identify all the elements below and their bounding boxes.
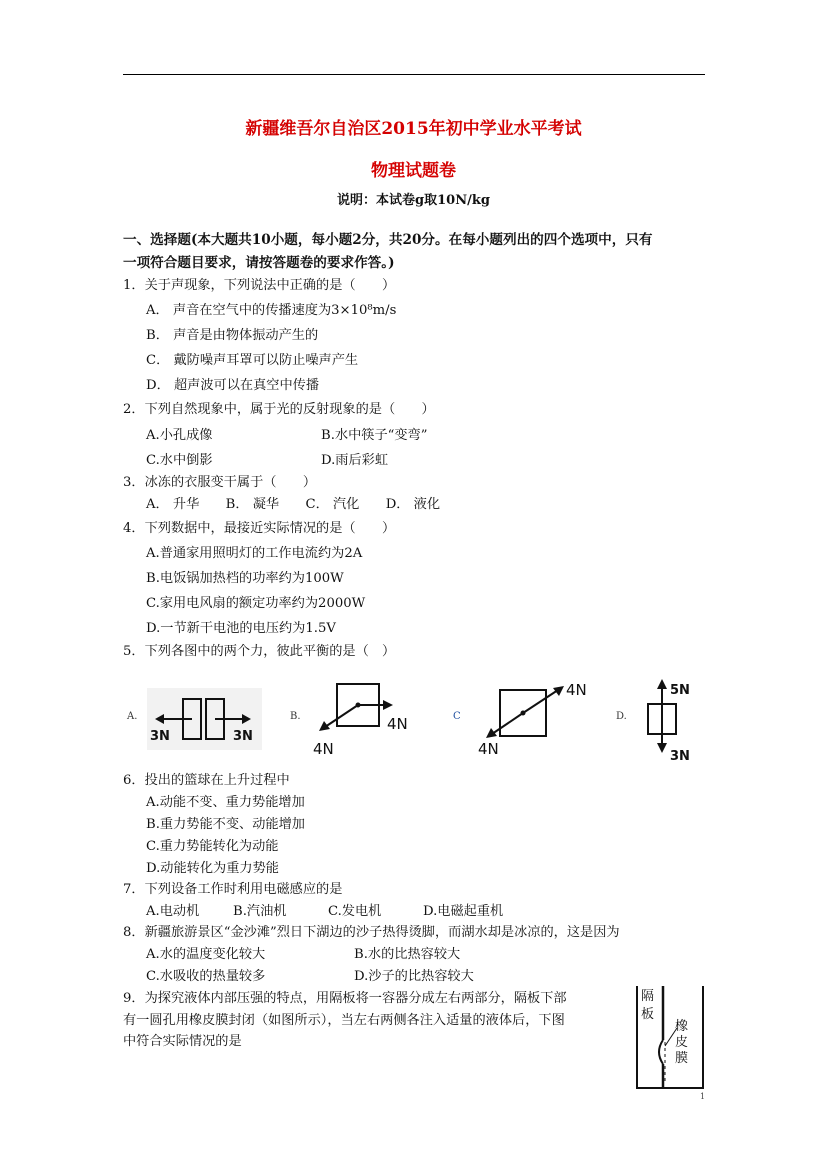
q5-fig-c-label: C — [453, 711, 461, 722]
q9-container-figure — [633, 984, 709, 1092]
q5-d-top-force: 5N — [670, 683, 690, 698]
q6-option-b: B.重力势能不变、动能增加 — [146, 817, 305, 832]
q8-option-a: A.水的温度变化较大 — [146, 947, 266, 962]
q6-option-a: A.动能不变、重力势能增加 — [146, 795, 305, 810]
q3-options: A． 升华 B． 凝华 C． 汽化 D． 液化 — [146, 497, 441, 512]
q1-option-b: B． 声音是由物体振动产生的 — [146, 328, 319, 343]
q5-fig-b-label: B. — [290, 711, 301, 722]
question-9-line2: 有一圆孔用橡皮膜封闭（如图所示），当左右两侧各注入适量的液体后，下图 — [123, 1013, 565, 1028]
q9-partition-label-1: 隔 — [641, 989, 655, 1004]
q7-option-b: B.汽油机 — [233, 904, 287, 919]
exam-note: 说明：本试卷g取10N/kg — [337, 193, 490, 208]
q7-option-a: A.电动机 — [146, 904, 200, 919]
q5-figure-b — [307, 682, 417, 760]
q5-a-right-force: 3N — [233, 729, 253, 744]
question-2-stem: 2．下列自然现象中，属于光的反射现象的是（ ） — [123, 402, 435, 417]
question-4-stem: 4．下列数据中，最接近实际情况的是（ ） — [123, 521, 396, 536]
q4-option-d: D.一节新干电池的电压约为1.5V — [146, 621, 336, 636]
q1-option-c: C． 戴防噪声耳罩可以防止噪声产生 — [146, 353, 359, 368]
q5-b-right-force: 4N — [387, 715, 408, 733]
q5-c-bottom-force: 4N — [478, 740, 499, 758]
q2-option-d: D.雨后彩虹 — [321, 453, 389, 468]
q2-option-c: C.水中倒影 — [146, 453, 213, 468]
q5-d-bottom-force: 3N — [670, 749, 690, 764]
q6-option-c: C.重力势能转化为动能 — [146, 839, 279, 854]
q8-option-b: B.水的比热容较大 — [354, 947, 461, 962]
section-heading: 一、选择题(本大题共10小题，每小题2分，共20分。在每小题列出的四个选项中，只有 — [123, 232, 653, 248]
question-5-stem: 5．下列各图中的两个力，彼此平衡的是（ ） — [123, 644, 396, 659]
q5-figure-a — [147, 688, 262, 750]
page-number: 1 — [700, 1092, 706, 1101]
exam-title: 新疆维吾尔自治区2015年初中学业水平考试 — [245, 119, 582, 139]
q6-option-d: D.动能转化为重力势能 — [146, 861, 279, 876]
q8-option-c: C.水吸收的热量较多 — [146, 969, 266, 984]
q7-option-c: C.发电机 — [328, 904, 382, 919]
q5-fig-d-label: D. — [616, 711, 627, 722]
section-heading-cont: 一项符合题目要求，请按答题卷的要求作答。) — [123, 255, 395, 271]
q8-option-d: D.沙子的比热容较大 — [354, 969, 474, 984]
q9-membrane-label-2: 皮 — [675, 1035, 689, 1050]
q9-membrane-label-1: 橡 — [675, 1019, 689, 1034]
question-9-line3: 中符合实际情况的是 — [123, 1034, 242, 1049]
q2-option-b: B.水中筷子“变弯” — [321, 428, 428, 443]
q5-c-top-force: 4N — [566, 681, 587, 699]
q4-option-c: C.家用电风扇的额定功率约为2000W — [146, 596, 366, 611]
header-rule — [123, 74, 705, 75]
q5-fig-a-label: A. — [127, 711, 138, 722]
question-1-stem: 1．关于声现象，下列说法中正确的是（ ） — [123, 278, 396, 293]
question-3-stem: 3．冰冻的衣服变干属于（ ） — [123, 475, 317, 490]
question-7-stem: 7．下列设备工作时利用电磁感应的是 — [123, 882, 343, 897]
q1-option-d: D． 超声波可以在真空中传播 — [146, 378, 320, 393]
q4-option-b: B.电饭锅加热档的功率约为100W — [146, 571, 344, 586]
q5-a-left-force: 3N — [150, 729, 170, 744]
q5-figure-d — [640, 676, 700, 766]
question-9-line1: 9．为探究液体内部压强的特点，用隔板将一容器分成左右两部分，隔板下部 — [123, 991, 567, 1006]
q7-option-d: D.电磁起重机 — [423, 904, 504, 919]
q4-option-a: A.普通家用照明灯的工作电流约为2A — [146, 546, 363, 561]
question-8-stem: 8．新疆旅游景区“金沙滩”烈日下湖边的沙子热得烫脚，而湖水却是冰凉的，这是因为 — [123, 925, 620, 940]
q9-partition-label-2: 板 — [641, 1007, 655, 1022]
q9-membrane-label-3: 膜 — [675, 1051, 689, 1066]
q2-option-a: A.小孔成像 — [146, 428, 213, 443]
question-6-stem: 6．投出的篮球在上升过程中 — [123, 773, 290, 788]
exam-subtitle: 物理试题卷 — [371, 161, 456, 181]
q5-figure-c — [470, 680, 600, 760]
q5-b-left-force: 4N — [313, 740, 334, 758]
q1-option-a: A． 声音在空气中的传播速度为3×10⁸m/s — [146, 303, 397, 318]
